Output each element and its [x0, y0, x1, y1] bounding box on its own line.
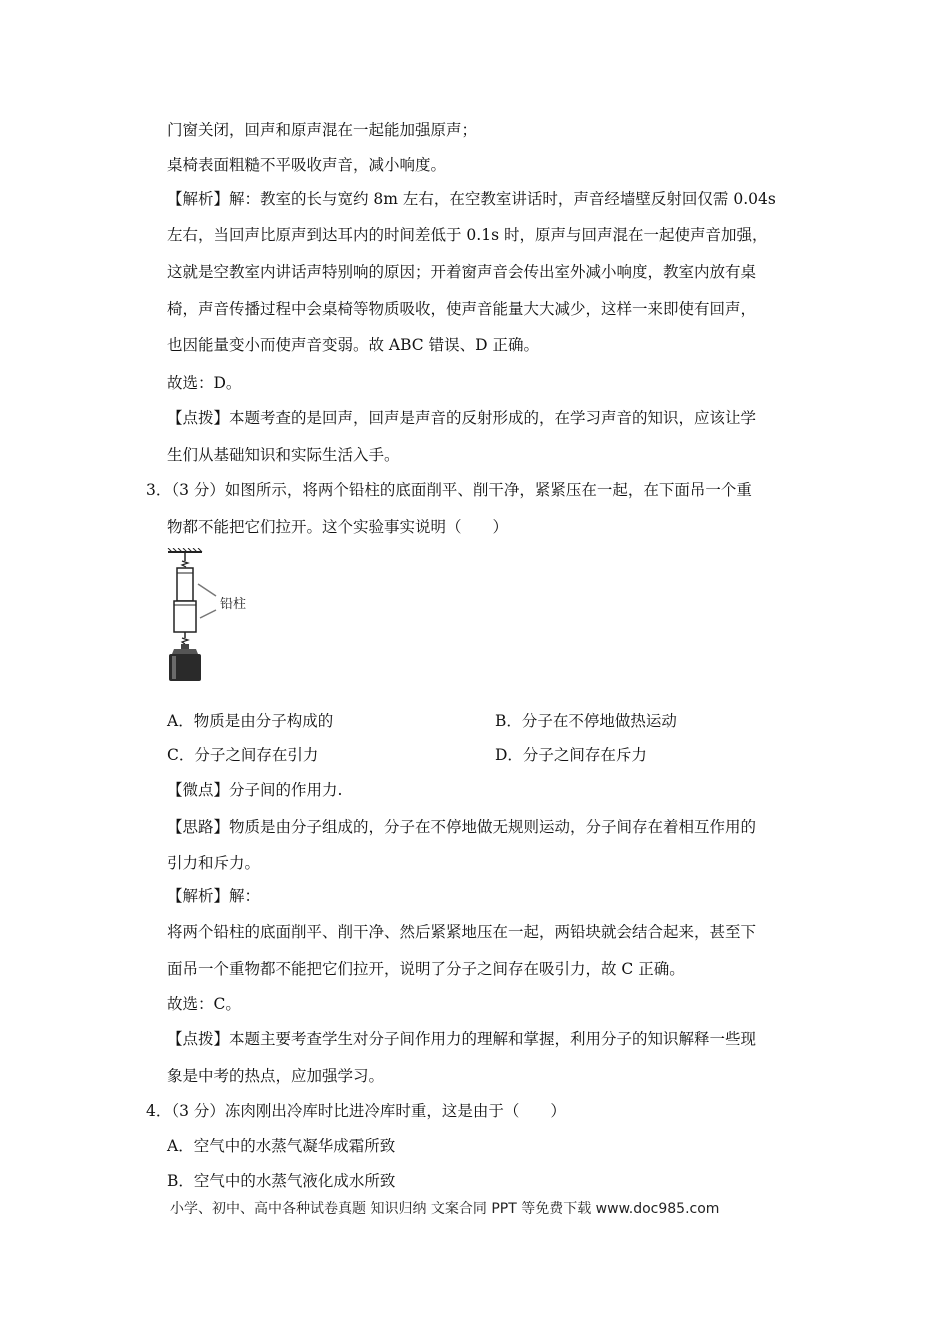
jiexi-heading: 【解析】解：	[167, 887, 261, 905]
question-4-stem: 4．（3 分）冻肉刚出冷库时比进冷库时重，这是由于（ ）	[146, 1102, 566, 1120]
option-a: A．物质是由分子构成的	[167, 712, 334, 730]
lead-cylinder-label: 铅柱	[220, 597, 247, 612]
option-d: D．分子之间存在斥力	[495, 746, 647, 764]
option-c: C．分子之间存在引力	[167, 746, 319, 764]
q4-option-b: B．空气中的水蒸气液化成水所致	[167, 1172, 396, 1190]
analysis-line-3: 这就是空教室内讲话声特别响的原因；开着窗声音会传出室外减小响度，教室内放有桌	[167, 263, 757, 281]
footer-text: 小学、初中、高中各种试卷真题 知识归纳 文案合同 PPT 等免费下载 www.doc985.com	[170, 1201, 720, 1217]
tip-line-1: 【点拨】本题考查的是回声，回声是声音的反射形成的，在学习声音的知识，应该让学	[167, 409, 757, 427]
silu-line-1: 【思路】物质是由分子组成的，分子在不停地做无规则运动，分子间存在着相互作用的	[167, 818, 757, 836]
lead-cylinder-diagram	[160, 548, 270, 686]
jiexi-line-2: 面吊一个重物都不能把它们拉开，说明了分子之间存在吸引力，故 C 正确。	[167, 960, 685, 978]
line-1: 门窗关闭，回声和原声混在一起能加强原声；	[167, 121, 478, 139]
q3-tip-line-1: 【点拨】本题主要考查学生对分子间作用力的理解和掌握，利用分子的知识解释一些现	[167, 1030, 757, 1048]
analysis-line-2: 左右，当回声比原声到达耳内的时间差低于 0.1s 时，原声与回声混在一起使声音加强，	[167, 226, 768, 244]
lead-cylinder-figure	[160, 548, 270, 686]
silu-line-2: 引力和斥力。	[167, 854, 261, 872]
option-b: B．分子在不停地做热运动	[495, 712, 677, 730]
q3-answer: 故选：C。	[167, 995, 241, 1013]
question-3-stem-1: 3．（3 分）如图所示，将两个铅柱的底面削平、削干净，紧紧压在一起，在下面吊一个重	[146, 481, 752, 499]
analysis-line-4: 椅，声音传播过程中会桌椅等物质吸收，使声音能量大大减少，这样一来即使有回声，	[167, 300, 757, 318]
answer-line: 故选：D。	[167, 374, 242, 392]
tip-line-2: 生们从基础知识和实际生活入手。	[167, 446, 400, 464]
weidian-line: 【微点】分子间的作用力.	[167, 781, 343, 799]
analysis-line-1: 【解析】解：教室的长与宽约 8m 左右，在空教室讲话时，声音经墙壁反射回仅需 0.04s	[167, 190, 776, 208]
jiexi-line-1: 将两个铅柱的底面削平、削干净、然后紧紧地压在一起，两铅块就会结合起来，甚至下	[167, 923, 757, 941]
analysis-line-5: 也因能量变小而使声音变弱。故 ABC 错误、D 正确。	[167, 336, 539, 354]
question-3-stem-2: 物都不能把它们拉开。这个实验事实说明（ ）	[167, 518, 509, 536]
q3-tip-line-2: 象是中考的热点，应加强学习。	[167, 1067, 385, 1085]
line-2: 桌椅表面粗糙不平吸收声音，减小响度。	[167, 156, 447, 174]
q4-option-a: A．空气中的水蒸气凝华成霜所致	[167, 1137, 396, 1155]
